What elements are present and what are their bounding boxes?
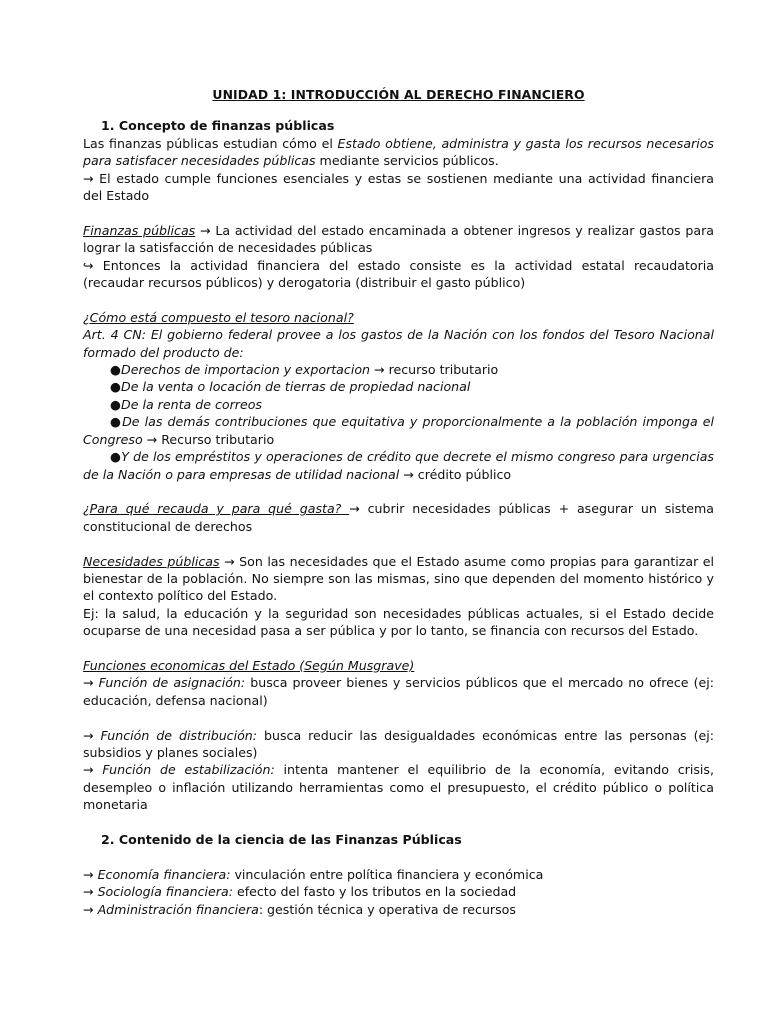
- paragraph-definition: Las finanzas públicas estudian cómo el Estado obtiene, administra y gasta los recursos necesarios para satisfacer necesidades públicas mediante servicios públicos.: [83, 135, 714, 169]
- article-4-cn: Art. 4 CN: El gobierno federal provee a los gastos de la Nación con los fondos del Tesoro Nacional formado del producto de:: [83, 327, 714, 360]
- heading-funciones-economicas: Funciones economicas del Estado (Según Musgrave): [83, 657, 415, 673]
- paragraph-funcion-estabilizacion: → Función de estabilización: intenta mantener el equilibrio de la economía, evitando crisis, desempleo o inflación utilizando herramientas como el presupuesto, el crédito público o política monetaria: [83, 762, 714, 813]
- paragraph-funcion-asignacion: → Función de asignación: busca proveer bienes y servicios públicos que el mercado no ofrece (ej: educación, defensa nacional): [83, 675, 715, 708]
- paragraph-finanzas-publicas: Finanzas públicas → La actividad del estado encaminada a obtener ingresos y realizar gastos para lograr la satisfacción de necesidades públicas: [83, 222, 714, 256]
- list-item: ●Y de los empréstitos y operaciones de crédito que decrete el mismo congreso para urgencias de la Nación o para empresas de utilidad nacional → crédito público: [83, 449, 714, 482]
- list-item: ●De la venta o locación de tierras de propiedad nacional: [110, 379, 471, 395]
- list-item: ●Derechos de importacion y exportacion → recurso tributario: [110, 362, 499, 378]
- section-2-heading: 2. Contenido de la ciencia de las Finanzas Públicas: [101, 831, 462, 847]
- paragraph-state-functions: → El estado cumple funciones esenciales y estas se sostienen mediante una actividad financiera del Estado: [83, 170, 714, 204]
- document-title: UNIDAD 1: INTRODUCCIÓN AL DERECHO FINANCIERO: [212, 87, 585, 102]
- list-item: → Sociología financiera: efecto del fasto y los tributos en la sociedad: [83, 884, 517, 900]
- list-item: → Administración financiera: gestión técnica y operativa de recursos: [83, 901, 516, 917]
- paragraph-actividad-financiera: ↪ Entonces la actividad financiera del estado consiste es la actividad estatal recaudatoria (recaudar recursos públicos) y derogatoria (distribuir el gasto público): [83, 257, 714, 291]
- list-item: → Economía financiera: vinculación entre política financiera y económica: [83, 866, 544, 882]
- list-item: ●De las demás contribuciones que equitativa y proporcionalmente a la población imponga el Congreso → Recurso tributario: [83, 414, 714, 447]
- paragraph-funcion-distribucion: → Función de distribución: busca reducir las desigualdades económicas entre las personas (ej: subsidios y planes sociales): [83, 727, 714, 760]
- section-1-heading: 1. Concepto de finanzas públicas: [101, 118, 335, 134]
- list-item: ●De la renta de correos: [110, 396, 262, 412]
- paragraph-recauda-gasta: ¿Para qué recauda y para qué gasta? → cubrir necesidades públicas + asegurar un sistema constitucional de derechos: [83, 501, 714, 534]
- paragraph-ejemplo: Ej: la salud, la educación y la seguridad son necesidades públicas actuales, si el Estado decide ocuparse de una necesidad pasa a ser pública y por lo tanto, se financia con recursos del Estado.: [83, 605, 714, 639]
- paragraph-necesidades-publicas: Necesidades públicas → Son las necesidades que el Estado asume como propias para garantizar el bienestar de la población. No siempre son las mismas, sino que dependen del momento histórico y el contexto político del Estado.: [83, 553, 714, 604]
- question-tesoro-nacional: ¿Cómo está compuesto el tesoro nacional?: [83, 309, 354, 325]
